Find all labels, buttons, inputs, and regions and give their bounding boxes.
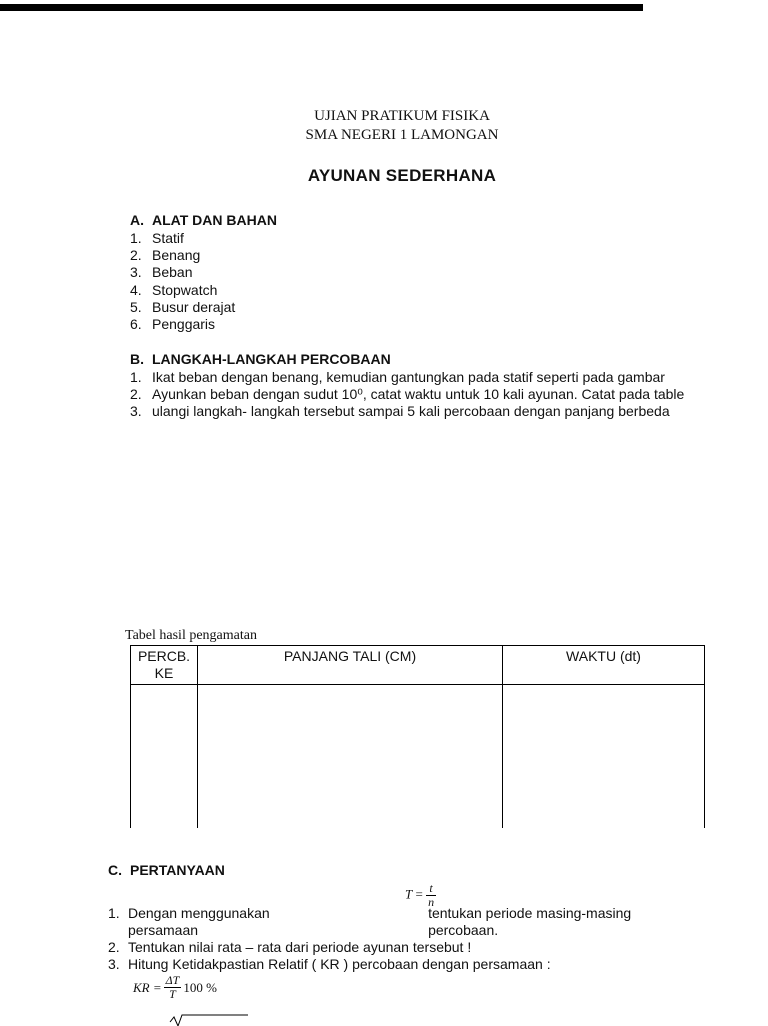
section-c-number: C.	[108, 862, 122, 878]
table-header-row	[131, 646, 705, 685]
section-c-heading	[108, 862, 225, 878]
exam-title-line1: UJIAN PRATIKUM FISIKA	[314, 108, 490, 124]
table-cell[interactable]	[131, 685, 198, 829]
top-rule	[0, 4, 643, 11]
list-item: 6. Penggaris	[130, 316, 216, 333]
list-item: 1. Ikat beban dengan benang, kemudian gantungkan pada statif seperti pada gambar	[130, 369, 665, 385]
list-item: 1. Dengan menggunakan persamaan tentukan periode masing-masing percobaan.	[108, 905, 632, 938]
section-b-title: LANGKAH-LANGKAH PERCOBAAN	[152, 351, 391, 367]
period-formula: T = $\frac{t}{n}$	[405, 881, 435, 909]
section-a-title: ALAT DAN BAHAN	[152, 212, 277, 228]
list-item: 3. Beban	[130, 264, 193, 281]
column-header-trial: PERCB. KE	[131, 646, 198, 685]
section-a-heading	[130, 212, 277, 228]
list-item: 5. Busur derajat	[130, 298, 236, 315]
list-item: 3. Hitung Ketidakpastian Relatif ( KR ) percobaan dengan persamaan :	[108, 956, 551, 972]
table-cell[interactable]	[198, 685, 503, 829]
column-header-time: WAKTU (dt)	[503, 646, 705, 685]
section-b-heading	[130, 351, 391, 367]
list-item: 2. Tentukan nilai rata – rata dari periode ayunan tersebut !	[108, 939, 472, 955]
section-c-title: PERTANYAAN	[130, 862, 225, 878]
question-list	[108, 905, 698, 973]
section-b-number: B.	[130, 351, 144, 367]
school-name: SMA NEGERI 1 LAMONGAN	[305, 127, 499, 143]
list-item: 3. ulangi langkah- langkah tersebut sampai 5 kali percobaan dengan panjang berbeda	[130, 403, 670, 420]
list-item: 1. Statif	[130, 230, 184, 246]
section-a-number: A.	[130, 212, 144, 228]
std-dev-formula-fragment	[168, 1014, 250, 1026]
document-title: AYUNAN SEDERHANA	[307, 166, 497, 185]
table-caption: Tabel hasil pengamatan	[125, 628, 257, 643]
column-header-length: PANJANG TALI (CM)	[198, 646, 503, 685]
observation-table	[130, 645, 705, 828]
list-item: 2. Ayunkan beban dengan sudut 10⁰, catat waktu untuk 10 kali ayunan. Catat pada table	[130, 386, 685, 403]
equipment-list	[130, 230, 697, 333]
list-item: 2. Benang	[130, 247, 201, 264]
kr-formula: KR = $\frac{\Delta T}{T}$ 100 %	[133, 973, 217, 1001]
list-item: 4. Stopwatch	[130, 281, 218, 298]
table-cell[interactable]	[503, 685, 705, 829]
procedure-list	[130, 369, 697, 421]
table-row	[131, 685, 705, 829]
